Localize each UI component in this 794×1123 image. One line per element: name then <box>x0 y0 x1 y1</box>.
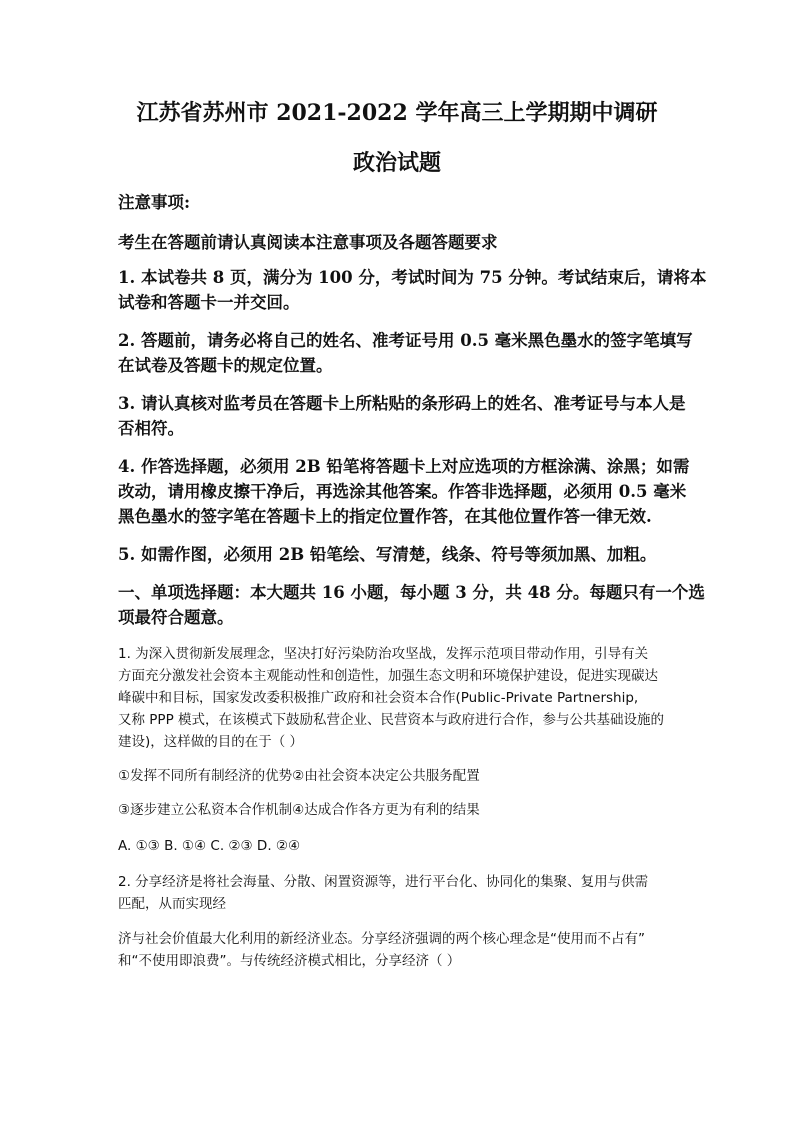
question-options: A. ①③ B. ①④ C. ②③ D. ②④ <box>118 838 301 854</box>
notice-line: 1. 本试卷共 8 页，满分为 100 分，考试时间为 75 分钟。考试结束后，请将本 <box>118 268 707 287</box>
question-stem-line: 建设)，这样做的目的在于（ ） <box>118 734 304 750</box>
notice-heading: 注意事项: <box>118 193 191 212</box>
notice-line: 3. 请认真核对监考员在答题卡上所粘贴的条形码上的姓名、准考证号与本人是 <box>118 394 686 413</box>
question-statements: ①发挥不同所有制经济的优势②由社会资本决定公共服务配置 <box>118 768 480 784</box>
notice-line: 2. 答题前，请务必将自己的姓名、准考证号用 0.5 毫米黑色墨水的签字笔填写 <box>118 331 693 350</box>
notice-line: 试卷和答题卡一并交回。 <box>118 293 300 312</box>
question-stem-line: 2. 分享经济是将社会海量、分散、闲置资源等，进行平台化、协同化的集聚、复用与供需 <box>118 874 649 890</box>
question-stem-line: 济与社会价值最大化利用的新经济业态。分享经济强调的两个核心理念是“使用而不占有” <box>118 931 645 947</box>
notice-line: 黑色墨水的签字笔在答题卡上的指定位置作答，在其他位置作答一律无效. <box>118 507 652 526</box>
notice-line: 4. 作答选择题，必须用 2B 铅笔将答题卡上对应选项的方框涂满、涂黑；如需 <box>118 457 690 476</box>
question-stem-line: 和“不使用即浪费”。与传统经济模式相比，分享经济（ ） <box>118 953 461 969</box>
question-stem-line: 又称 PPP 模式，在该模式下鼓励私营企业、民营资本与政府进行合作，参与公共基础设施的 <box>118 712 665 728</box>
document-subtitle: 政治试题 <box>352 150 441 176</box>
question-stem-line: 匹配，从而实现经 <box>118 896 226 912</box>
notice-line: 否相符。 <box>118 419 184 438</box>
notice-line: 在试卷及答题卡的规定位置。 <box>118 356 333 375</box>
question-stem-line: 1. 为深入贯彻新发展理念，坚决打好污染防治攻坚战，发挥示范项目带动作用，引导有关 <box>118 646 649 662</box>
notice-intro: 考生在答题前请认真阅读本注意事项及各题答题要求 <box>118 233 498 252</box>
notice-line: 改动，请用橡皮擦干净后，再选涂其他答案。作答非选择题，必须用 0.5 毫米 <box>118 482 687 501</box>
question-stem-line: 方面充分激发社会资本主观能动性和创造性，加强生态文明和环境保护建设，促进实现碳达 <box>118 668 658 684</box>
question-statements: ③逐步建立公私资本合作机制④达成合作各方更为有利的结果 <box>118 802 480 818</box>
section-heading-line: 一、单项选择题：本大题共 16 小题，每小题 3 分，共 48 分。每题只有一个选 <box>118 583 705 602</box>
document-title: 江苏省苏州市 2021-2022 学年高三上学期期中调研 <box>136 100 658 126</box>
notice-line: 5. 如需作图，必须用 2B 铅笔绘、写清楚，线条、符号等须加黑、加粗。 <box>118 545 657 564</box>
question-stem-line: 峰碳中和目标，国家发改委积极推广政府和社会资本合作(Public-Private Partnership, <box>118 690 639 706</box>
section-heading-line: 项最符合题意。 <box>118 608 234 627</box>
